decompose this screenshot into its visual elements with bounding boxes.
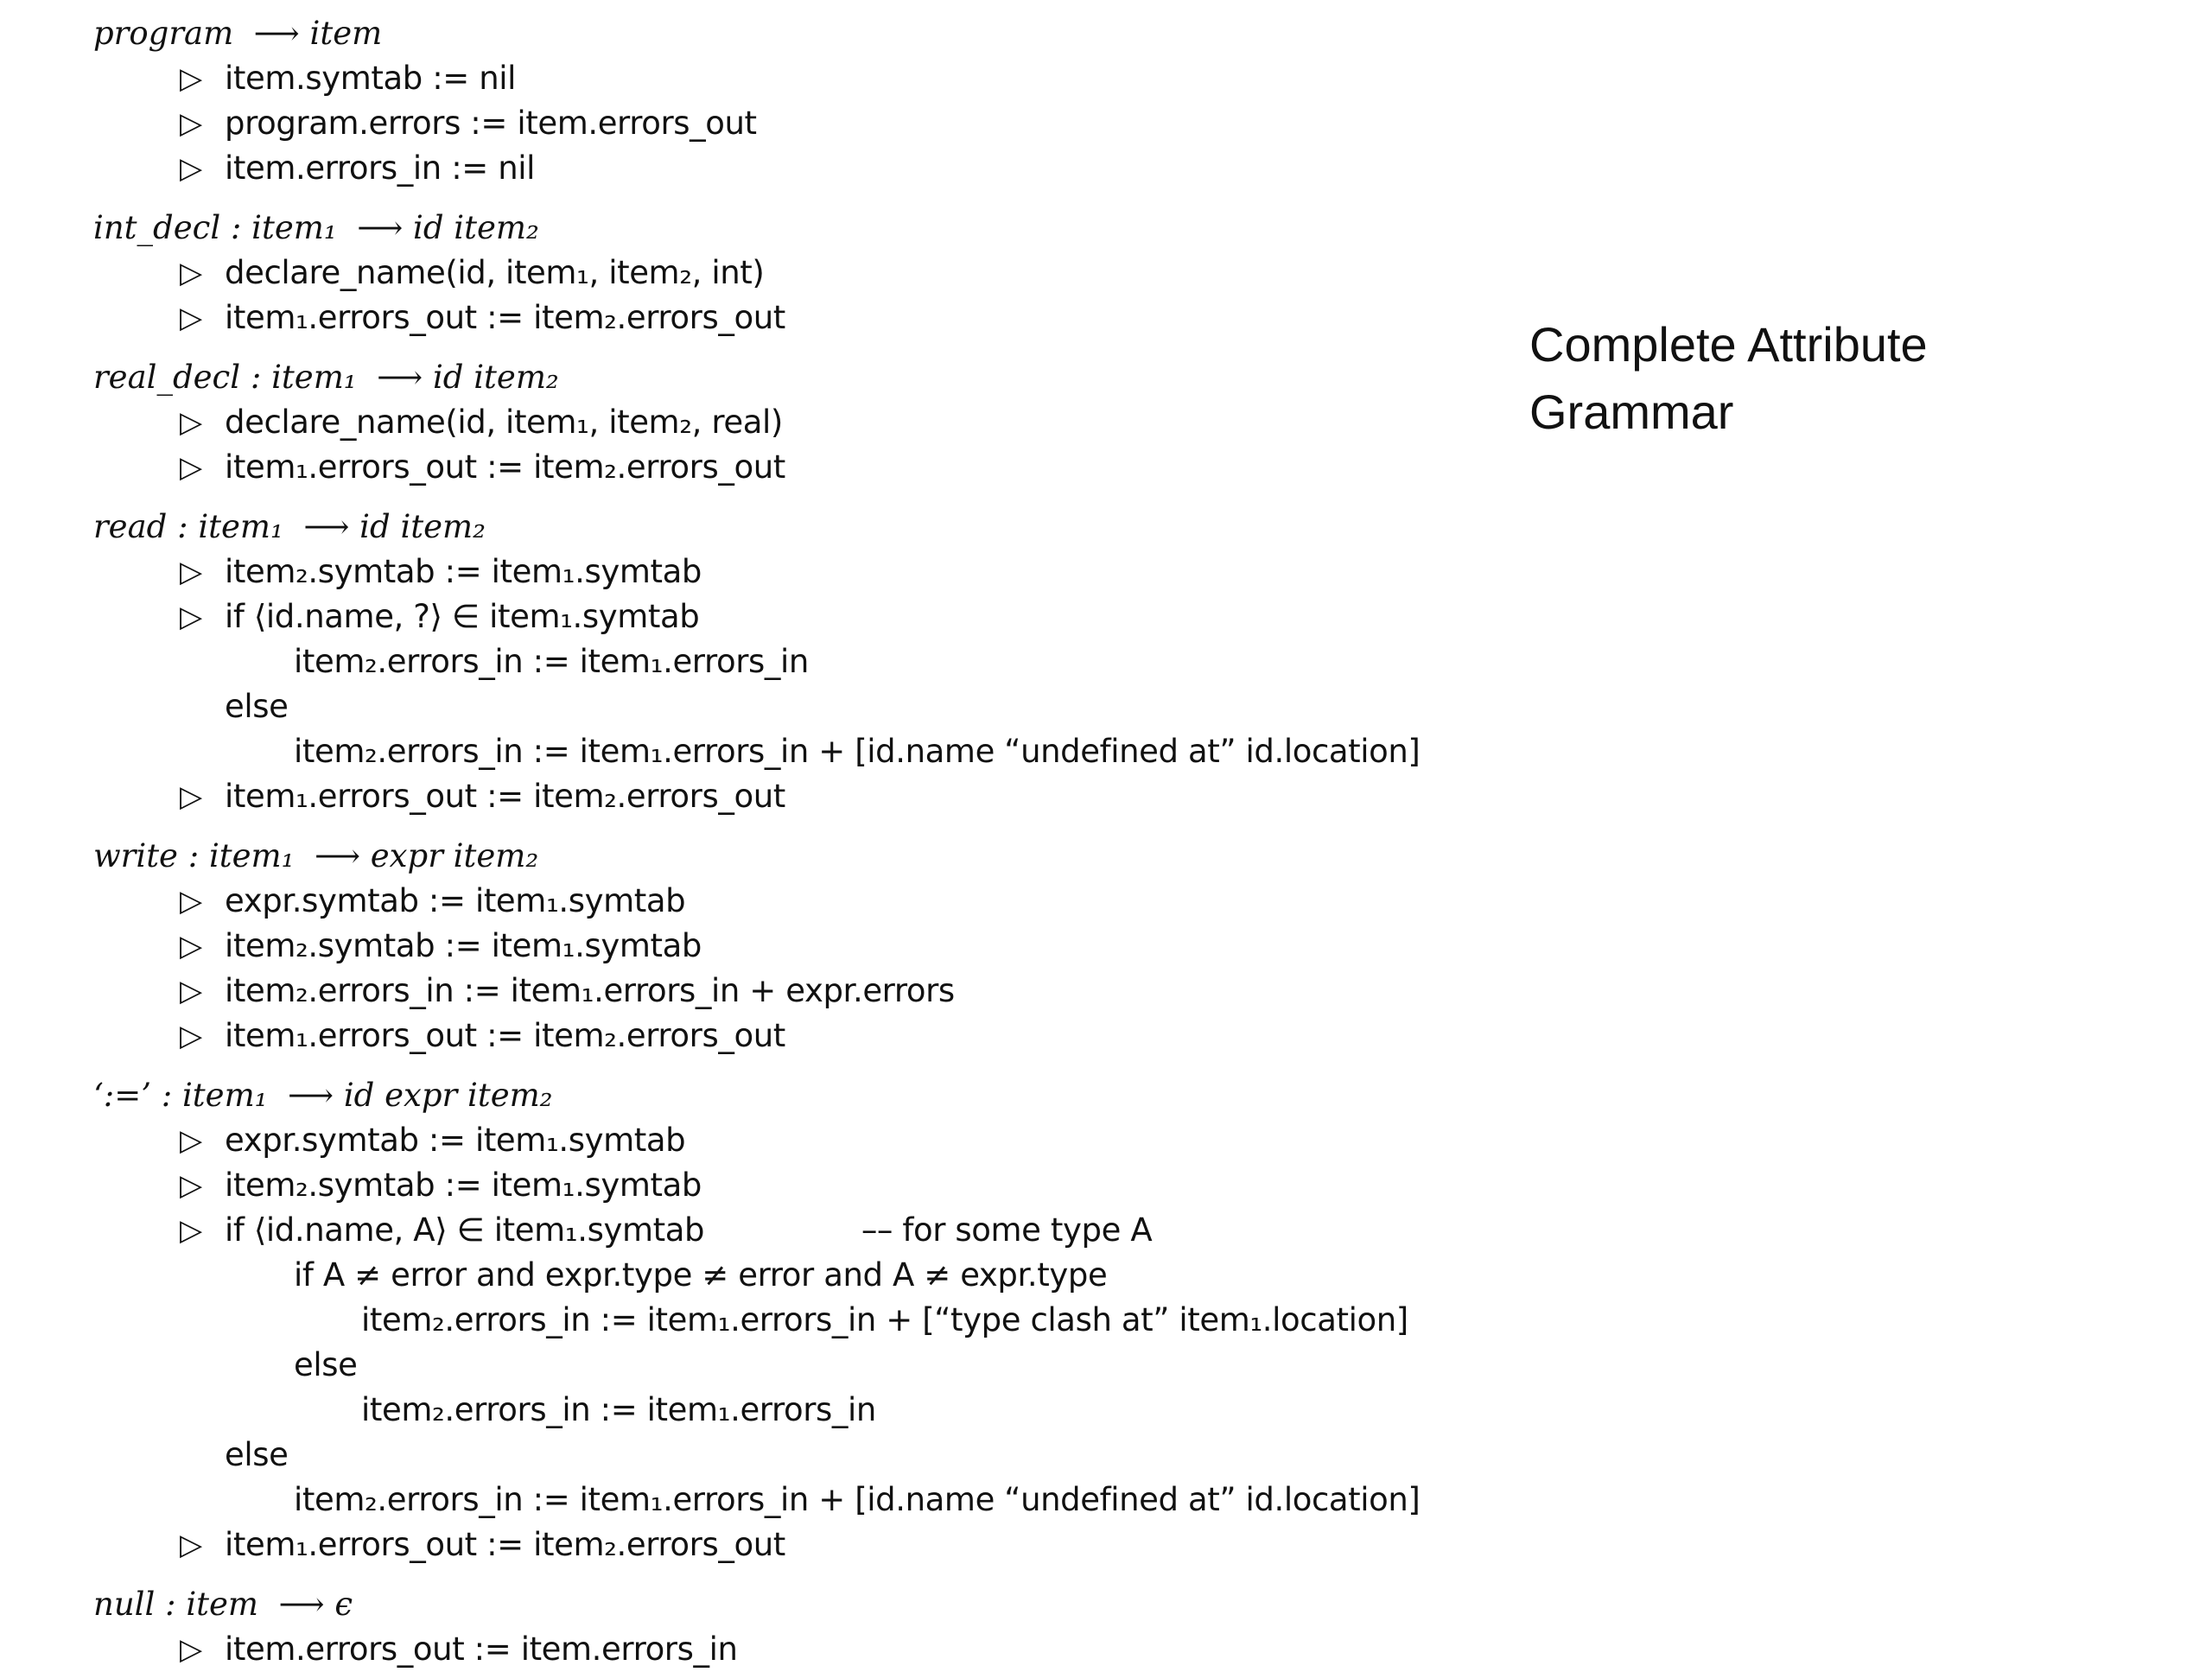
semantic-rule-text: item.errors_in := nil [225, 149, 536, 187]
semantic-rule-line [93, 550, 1476, 594]
semantic-rule-line [93, 774, 1476, 819]
semantic-rule-text: if ⟨id.name, ?⟩ ∈ item₁.symtab [225, 598, 700, 635]
production-rule [93, 833, 1476, 1059]
semantic-rule-line [93, 594, 1476, 639]
triangle-bullet-icon: ▷ [180, 600, 202, 634]
semantic-rule-text: else [225, 688, 289, 725]
semantic-rule-text: if A ≠ error and expr.type ≠ error and A ≠ expr.type [294, 1256, 1108, 1294]
triangle-bullet-icon: ▷ [180, 1123, 202, 1158]
production-head: write : item₁ ⟶ expr item₂ [93, 837, 539, 874]
semantic-rule-text: else [294, 1346, 358, 1383]
semantic-rule-text: item.errors_out := item.errors_in [225, 1631, 738, 1668]
semantic-rule-text: expr.symtab := item₁.symtab [225, 882, 686, 919]
production-rule [93, 1072, 1476, 1567]
semantic-rule-text: item₂.errors_in := item₁.errors_in [294, 643, 809, 680]
semantic-rule-text: item₂.symtab := item₁.symtab [225, 927, 702, 964]
production-rule [93, 1581, 1476, 1672]
rule-spacer [93, 1567, 1476, 1581]
semantic-rule-line [93, 1014, 1476, 1059]
semantic-rule-text: declare_name(id, item₁, item₂, int) [225, 254, 765, 291]
semantic-rule-text: else [225, 1436, 289, 1473]
semantic-rule-text: item₂.errors_in := item₁.errors_in + expr.errors [225, 972, 955, 1009]
rule-spacer [93, 819, 1476, 833]
attribute-grammar-listing [93, 10, 1476, 1672]
triangle-bullet-icon: ▷ [180, 884, 202, 919]
semantic-rule-text: expr.symtab := item₁.symtab [225, 1122, 686, 1159]
triangle-bullet-icon: ▷ [180, 1213, 202, 1248]
semantic-rule-text: item₂.errors_in := item₁.errors_in [361, 1391, 876, 1428]
triangle-bullet-icon: ▷ [180, 301, 202, 335]
semantic-rule-line [93, 101, 1476, 146]
triangle-bullet-icon: ▷ [180, 256, 202, 290]
semantic-rule-line [93, 729, 1476, 774]
semantic-rule-text: item₂.symtab := item₁.symtab [225, 1167, 702, 1204]
semantic-rule-text: item₁.errors_out := item₂.errors_out [225, 299, 785, 336]
semantic-rule-line [93, 1388, 1476, 1433]
semantic-rule-line [93, 1433, 1476, 1478]
triangle-bullet-icon: ▷ [180, 450, 202, 485]
semantic-rule-text: item₂.errors_in := item₁.errors_in + [id.name “undefined at” id.location] [294, 733, 1421, 770]
semantic-rule-line [93, 1298, 1476, 1343]
triangle-bullet-icon: ▷ [180, 1019, 202, 1053]
production-head: real_decl : item₁ ⟶ id item₂ [93, 359, 559, 396]
rule-spacer [93, 490, 1476, 504]
production-rule [93, 504, 1476, 819]
semantic-rule-text: item₂.errors_in := item₁.errors_in + [“type clash at” item₁.location] [361, 1301, 1408, 1338]
semantic-rule-text: item₁.errors_out := item₂.errors_out [225, 1526, 785, 1563]
rule-spacer [93, 340, 1476, 354]
semantic-rule-line [93, 1253, 1476, 1298]
triangle-bullet-icon: ▷ [180, 974, 202, 1008]
semantic-rule-text: item₂.symtab := item₁.symtab [225, 553, 702, 590]
semantic-rule-line [93, 1478, 1476, 1523]
semantic-rule-text: if ⟨id.name, A⟩ ∈ item₁.symtab –– for some type A [225, 1211, 1153, 1249]
semantic-rule-text: item.symtab := nil [225, 60, 517, 97]
production-rule [93, 10, 1476, 191]
semantic-rule-line [93, 1118, 1476, 1163]
triangle-bullet-icon: ▷ [180, 151, 202, 186]
production-head: ‘:=’ : item₁ ⟶ id expr item₂ [93, 1077, 553, 1114]
semantic-rule-line [93, 1627, 1476, 1672]
semantic-rule-text: program.errors := item.errors_out [225, 105, 757, 142]
production-head: read : item₁ ⟶ id item₂ [93, 508, 486, 545]
rule-spacer [93, 191, 1476, 205]
semantic-rule-line [93, 251, 1476, 296]
semantic-rule-line [93, 1523, 1476, 1567]
rule-spacer [93, 1059, 1476, 1072]
semantic-rule-line [93, 1343, 1476, 1388]
semantic-rule-text: declare_name(id, item₁, item₂, real) [225, 404, 783, 441]
triangle-bullet-icon: ▷ [180, 405, 202, 440]
semantic-rule-line [93, 969, 1476, 1014]
triangle-bullet-icon: ▷ [180, 779, 202, 814]
triangle-bullet-icon: ▷ [180, 1168, 202, 1203]
triangle-bullet-icon: ▷ [180, 555, 202, 589]
triangle-bullet-icon: ▷ [180, 929, 202, 963]
production-head: null : item ⟶ ϵ [93, 1586, 353, 1623]
semantic-rule-text: item₁.errors_out := item₂.errors_out [225, 1017, 785, 1054]
semantic-rule-text: item₁.errors_out := item₂.errors_out [225, 778, 785, 815]
triangle-bullet-icon: ▷ [180, 1528, 202, 1562]
production-head: int_decl : item₁ ⟶ id item₂ [93, 209, 539, 246]
semantic-rule-line [93, 146, 1476, 191]
production-rule [93, 205, 1476, 340]
semantic-rule-line [93, 445, 1476, 490]
semantic-rule-line [93, 879, 1476, 924]
semantic-rule-line [93, 1208, 1476, 1253]
semantic-rule-text: item₁.errors_out := item₂.errors_out [225, 448, 785, 486]
triangle-bullet-icon: ▷ [180, 61, 202, 96]
semantic-rule-line [93, 1163, 1476, 1208]
semantic-rule-line [93, 639, 1476, 684]
triangle-bullet-icon: ▷ [180, 106, 202, 141]
semantic-rule-text: item₂.errors_in := item₁.errors_in + [id.name “undefined at” id.location] [294, 1481, 1421, 1518]
semantic-rule-line [93, 400, 1476, 445]
triangle-bullet-icon: ▷ [180, 1632, 202, 1667]
semantic-rule-line [93, 296, 1476, 340]
semantic-rule-line [93, 56, 1476, 101]
semantic-rule-line [93, 924, 1476, 969]
semantic-rule-line [93, 684, 1476, 729]
production-rule [93, 354, 1476, 490]
slide-title: Complete Attribute Grammar [1529, 317, 1928, 439]
production-head: program ⟶ item [93, 15, 383, 52]
